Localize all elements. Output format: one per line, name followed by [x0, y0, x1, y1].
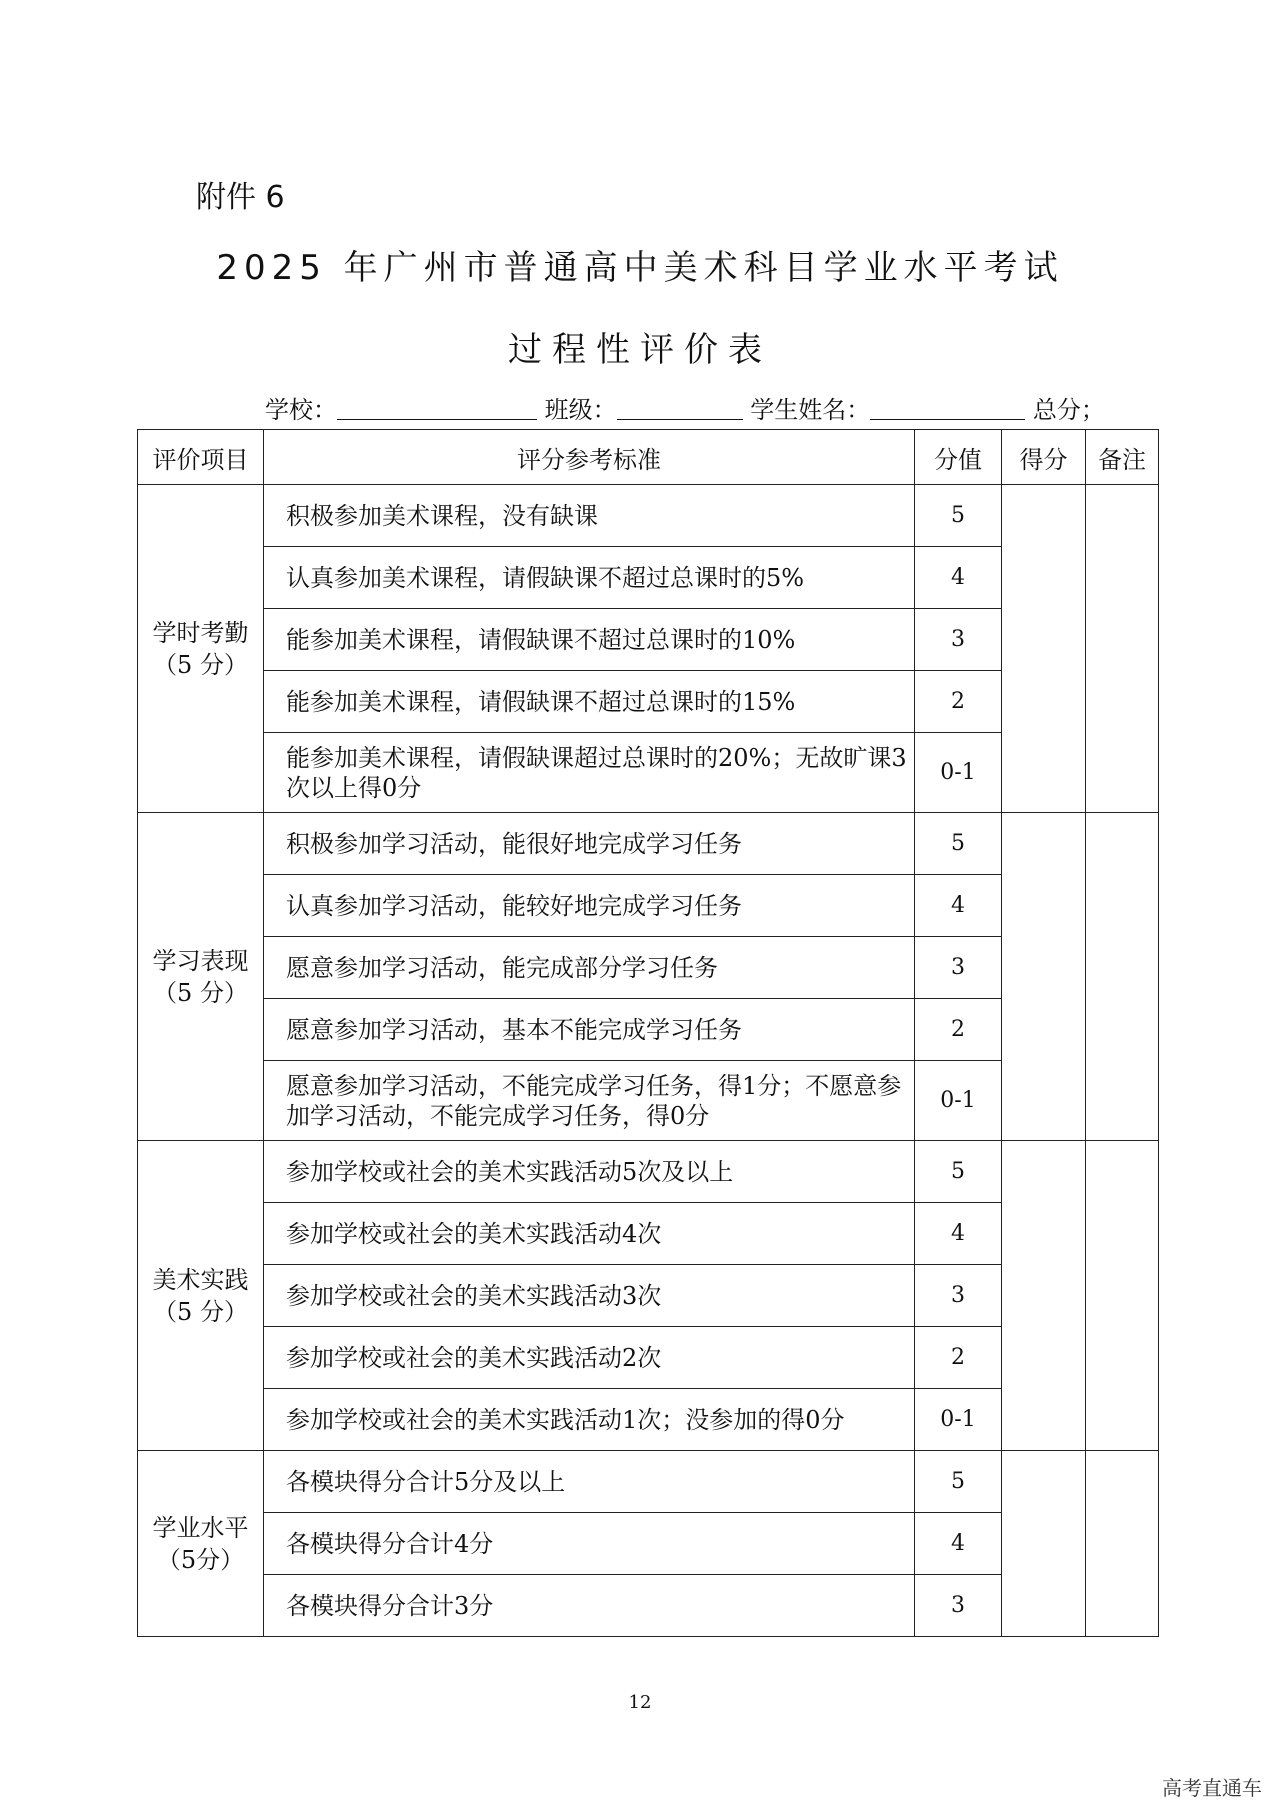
points-value-cell: 0-1	[915, 733, 1002, 813]
category-name: 学业水平	[152, 1513, 249, 1542]
score-input-cell[interactable]	[1002, 485, 1086, 813]
remarks-input-cell[interactable]	[1086, 813, 1159, 1141]
category-name: 学时考勤	[152, 618, 249, 647]
document-title: 2025 年广州市普通高中美术科目学业水平考试	[216, 248, 1064, 288]
category-cell	[138, 1451, 264, 1637]
remarks-input-cell[interactable]	[1086, 1451, 1159, 1637]
total-score-label: 总分；	[1032, 396, 1105, 424]
header-category: 评价项目	[138, 430, 264, 485]
info-line	[265, 390, 1105, 425]
criterion-cell: 愿意参加学习活动，能完成部分学习任务	[264, 937, 915, 999]
points-value-cell: 3	[915, 1265, 1002, 1327]
points-value-cell: 0-1	[915, 1061, 1002, 1141]
criterion-cell: 能参加美术课程，请假缺课不超过总课时的10%	[264, 609, 915, 671]
table-header-row	[138, 430, 1159, 485]
student-name-field[interactable]	[870, 397, 1025, 420]
points-value-cell: 5	[915, 1451, 1002, 1513]
score-input-cell[interactable]	[1002, 813, 1086, 1141]
class-label: 班级：	[544, 396, 617, 424]
category-cell	[138, 485, 264, 813]
criterion-cell: 参加学校或社会的美术实践活动3次	[264, 1265, 915, 1327]
criterion-cell: 认真参加美术课程，请假缺课不超过总课时的5%	[264, 547, 915, 609]
criterion-cell: 参加学校或社会的美术实践活动1次；没参加的得0分	[264, 1389, 915, 1451]
points-value-cell: 4	[915, 547, 1002, 609]
criterion-cell: 认真参加学习活动，能较好地完成学习任务	[264, 875, 915, 937]
criterion-cell: 参加学校或社会的美术实践活动2次	[264, 1327, 915, 1389]
points-value-cell: 3	[915, 937, 1002, 999]
criterion-cell: 积极参加美术课程，没有缺课	[264, 485, 915, 547]
score-input-cell[interactable]	[1002, 1141, 1086, 1451]
document-subtitle: 过程性评价表	[508, 330, 772, 370]
points-value-cell: 2	[915, 671, 1002, 733]
score-input-cell[interactable]	[1002, 1451, 1086, 1637]
criterion-cell: 能参加美术课程，请假缺课超过总课时的20%；无故旷课3次以上得0分	[264, 733, 915, 813]
attachment-label: 附件 6	[196, 180, 285, 215]
points-value-cell: 5	[915, 485, 1002, 547]
points-value-cell: 4	[915, 875, 1002, 937]
criterion-cell: 愿意参加学习活动，不能完成学习任务，得1分；不愿意参加学习活动，不能完成学习任务，得0分	[264, 1061, 915, 1141]
points-value-cell: 2	[915, 1327, 1002, 1389]
watermark: 高考直通车	[1162, 1776, 1262, 1800]
category-cell	[138, 813, 264, 1141]
points-value-cell: 5	[915, 1141, 1002, 1203]
category-name: 学习表现	[152, 946, 249, 975]
points-value-cell: 4	[915, 1203, 1002, 1265]
page-number: 12	[628, 1692, 652, 1713]
criterion-cell: 各模块得分合计5分及以上	[264, 1451, 915, 1513]
header-remarks: 备注	[1086, 430, 1159, 485]
criterion-cell: 积极参加学习活动，能很好地完成学习任务	[264, 813, 915, 875]
criterion-cell: 愿意参加学习活动，基本不能完成学习任务	[264, 999, 915, 1061]
table-row	[138, 1141, 1159, 1203]
school-field[interactable]	[337, 397, 537, 420]
school-label: 学校：	[265, 396, 337, 424]
header-score: 得分	[1002, 430, 1086, 485]
category-points: （5 分）	[153, 1297, 248, 1326]
category-name: 美术实践	[152, 1265, 249, 1294]
category-points: （5 分）	[153, 650, 248, 679]
points-value-cell: 2	[915, 999, 1002, 1061]
points-value-cell: 5	[915, 813, 1002, 875]
remarks-input-cell[interactable]	[1086, 485, 1159, 813]
points-value-cell: 3	[915, 1575, 1002, 1637]
table-row	[138, 1451, 1159, 1513]
header-points: 分值	[915, 430, 1002, 485]
points-value-cell: 4	[915, 1513, 1002, 1575]
category-cell	[138, 1141, 264, 1451]
category-points: （5分）	[156, 1545, 245, 1574]
category-points: （5 分）	[153, 978, 248, 1007]
remarks-input-cell[interactable]	[1086, 1141, 1159, 1451]
table-row	[138, 813, 1159, 875]
criterion-cell: 参加学校或社会的美术实践活动4次	[264, 1203, 915, 1265]
points-value-cell: 3	[915, 609, 1002, 671]
criterion-cell: 各模块得分合计3分	[264, 1575, 915, 1637]
table-row	[138, 485, 1159, 547]
criterion-cell: 各模块得分合计4分	[264, 1513, 915, 1575]
points-value-cell: 0-1	[915, 1389, 1002, 1451]
evaluation-table	[137, 429, 1159, 1637]
criterion-cell: 参加学校或社会的美术实践活动5次及以上	[264, 1141, 915, 1203]
criterion-cell: 能参加美术课程，请假缺课不超过总课时的15%	[264, 671, 915, 733]
student-name-label: 学生姓名：	[750, 396, 871, 424]
header-criteria: 评分参考标准	[264, 430, 915, 485]
class-field[interactable]	[617, 397, 743, 420]
